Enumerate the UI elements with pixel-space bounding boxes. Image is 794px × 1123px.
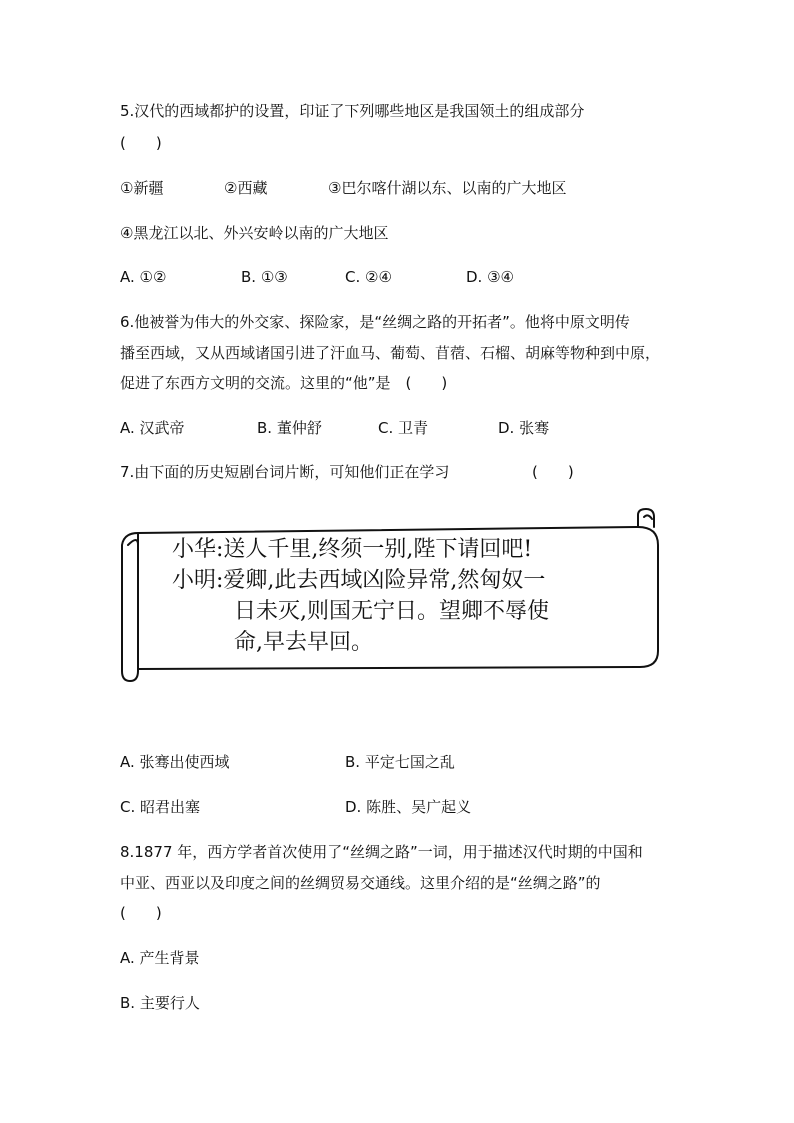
q7-stem-line1: 7.由下面的历史短剧台词片断，可知他们正在学习 [120, 463, 450, 481]
scroll-line-2: 小明:爱卿,此去西域凶险异常,然匈奴一 [172, 568, 546, 593]
q5-stem-line2: ( ) [120, 134, 162, 152]
q6-stem-line2: 播至西域，又从西域诸国引进了汗血马、葡萄、苜蓿、石榴、胡麻等物种到中原， [120, 344, 661, 362]
q7-option-c: C. 昭君出塞 [120, 798, 201, 816]
q8-stem-line1: 8.1877 年，西方学者首次使用了“丝绸之路”一词，用于描述汉代时期的中国和 [120, 843, 643, 861]
scroll-illustration [118, 505, 664, 687]
q5-option-b: B. ①③ [241, 268, 288, 286]
q7-option-a: A. 张骞出使西域 [120, 753, 230, 771]
q5-item-4: ④黑龙江以北、外兴安岭以南的广大地区 [120, 224, 389, 242]
scroll-outline [118, 505, 664, 687]
q5-option-d: D. ③④ [466, 268, 514, 286]
q5-option-c: C. ②④ [345, 268, 392, 286]
q6-option-b: B. 董仲舒 [257, 419, 322, 437]
q5-item-1: ①新疆 [120, 179, 164, 197]
scroll-line-4: 命,早去早回。 [234, 630, 373, 655]
q6-option-a: A. 汉武帝 [120, 419, 185, 437]
q5-option-a: A. ①② [120, 268, 167, 286]
q5-item-2: ②西藏 [224, 179, 268, 197]
q8-stem-line2: 中亚、西亚以及印度之间的丝绸贸易交通线。这里介绍的是“丝绸之路”的 [120, 874, 601, 892]
scroll-line-3: 日未灭,则国无宁日。望卿不辱使 [234, 599, 549, 624]
q5-stem-line1: 5.汉代的西域都护的设置，印证了下列哪些地区是我国领土的组成部分 [120, 102, 585, 120]
q8-option-b: B. 主要行人 [120, 994, 200, 1012]
q6-option-c: C. 卫青 [378, 419, 429, 437]
q8-stem-line3: ( ) [120, 904, 162, 922]
q6-stem-line1: 6.他被誉为伟大的外交家、探险家，是“丝绸之路的开拓者”。他将中原文明传 [120, 313, 630, 331]
q8-option-a: A. 产生背景 [120, 949, 200, 967]
q7-option-b: B. 平定七国之乱 [345, 753, 455, 771]
q7-option-d: D. 陈胜、吴广起义 [345, 798, 472, 816]
q6-stem-line3: 促进了东西方文明的交流。这里的“他”是 ( ) [120, 374, 448, 392]
scroll-line-1: 小华:送人千里,终须一别,陛下请回吧! [172, 537, 533, 562]
q6-option-d: D. 张骞 [498, 419, 550, 437]
q5-item-3: ③巴尔喀什湖以东、以南的广大地区 [328, 179, 567, 197]
q7-answer-paren: ( ) [532, 463, 574, 481]
